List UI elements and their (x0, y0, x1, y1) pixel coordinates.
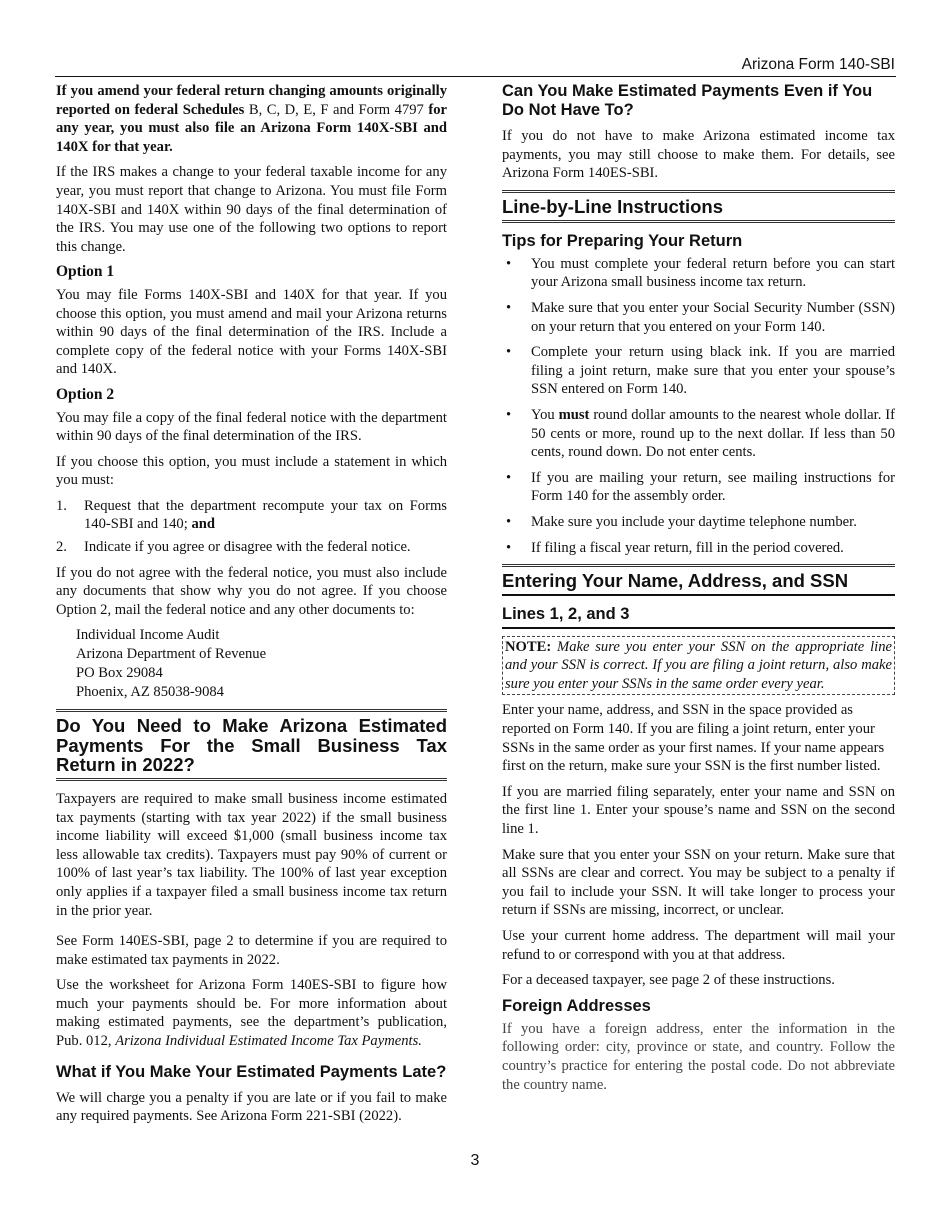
tip-text: Make sure you include your daytime telephone number. (531, 513, 857, 530)
tip-text: If you are mailing your return, see mailing instructions for Form 140 for the assembly order. (531, 469, 895, 505)
optional-payments-text: If you do not have to make Arizona estimated income tax payments, you may still choose to make them. For details, see Arizona Form 140ES-SBI. (502, 128, 895, 182)
amend-bold-1: If you amend your federal return changing amounts originally reported on federal Schedules (56, 83, 447, 118)
note-label: NOTE: (505, 638, 552, 655)
estimated-payments-heading: Do You Need to Make Arizona Estimated Payments For the Small Business Tax Return in 2022? (56, 709, 447, 781)
name-paragraph-5: For a deceased taxpayer, see page 2 of these instructions. (502, 972, 835, 989)
list-item (56, 538, 447, 557)
tip-text: Complete your return using black ink. If you are married filing a joint return, make sure that you enter your spouse’s SSN entered on Form 140. (531, 344, 895, 398)
estimated-paragraph-2: See Form 140ES-SBI, page 2 to determine if you are required to make estimated tax payments in 2022. (56, 933, 447, 968)
irs-change-paragraph: If the IRS makes a change to your federal taxable income for any year, you must report that change to Arizona. You must file Form 140X-SBI and 140X within 90 days of the final determination of the IRS. You may use one of the following two options to report this change. (56, 164, 447, 255)
list-item (502, 469, 895, 506)
disagree-paragraph: If you do not agree with the federal notice, you must also include any documents that show why you do not agree. If you choose Option 2, mail the federal notice and any other documents to: (56, 564, 447, 618)
address-line: PO Box 29084 (76, 665, 163, 682)
name-paragraph-1: Enter your name, address, and SSN in the space provided as reported on Form 140. If you are filing a joint return, enter your SSNs in the same order as your first names. If your name appears first on the return, make sure your SSN is the first number listed. (502, 702, 885, 775)
list-item (502, 299, 895, 336)
publication-title: Arizona Individual Estimated Income Tax Payments. (115, 1033, 422, 1050)
name-paragraph-3: Make sure that you enter your SSN on your return. Make sure that all SSNs are clear and correct. You may be subject to a penalty if you fail to include your SSN. It will take longer to process your return if SSNs are missing, incorrect, or unclear. (502, 846, 895, 919)
optional-payments-heading: Can You Make Estimated Payments Even if You Do Not Have To? (502, 82, 873, 119)
mailing-address (76, 626, 447, 702)
name-address-ssn-heading: Entering Your Name, Address, and SSN (502, 564, 895, 596)
list-item (502, 539, 895, 558)
amend-normal: B, C, D, E, F and Form 4797 (244, 101, 429, 118)
amend-bold-2: for any year, you must also file an Arizona Form 140X-SBI and 140X for that year. (56, 101, 447, 155)
header-rule (55, 76, 896, 77)
tips-list (502, 255, 895, 557)
estimated-paragraph-3 (56, 976, 447, 1050)
list-item (502, 513, 895, 532)
left-column (56, 82, 447, 1133)
step-number: 1. (56, 497, 67, 514)
step-bold: and (191, 516, 215, 533)
late-payments-heading: What if You Make Your Estimated Payments Late? (56, 1062, 447, 1081)
address-line: Individual Income Audit (76, 627, 220, 644)
tips-heading: Tips for Preparing Your Return (502, 231, 743, 250)
tip-text: If filing a fiscal year return, fill in the period covered. (531, 539, 844, 556)
option1-heading: Option 1 (56, 263, 115, 281)
tip-text: round dollar amounts to the nearest whole dollar. If 50 cents or more, round up to the next dollar. If less than 50 cents, round down. Do not enter cents. (531, 406, 895, 461)
tip-bold: must (558, 406, 590, 423)
list-item (56, 497, 447, 534)
estimated-paragraph-1: Taxpayers are required to make small business income estimated tax payments (starting with tax year 2022) if the small business income liability will exceed $1,000 (small business income tax less allowable tax credits). Taxpayers must pay 90% of current or 100% of last year’s tax liability. The 100% of last year exception only applies if a taxpayer filed a small business income tax return in the prior year. (56, 790, 447, 919)
foreign-addresses-text: If you have a foreign address, enter the information in the following order: city, province or state, and country. Follow the country’s practice for entering the postal code. Do not abbreviate the country name. (502, 1020, 895, 1093)
option2-text: You may file a copy of the final federal notice with the department within 90 days of the final determination of the IRS. (56, 409, 447, 445)
step-number: 2. (56, 539, 67, 556)
right-column (502, 82, 895, 1101)
form-title: Arizona Form 140-SBI (741, 56, 895, 73)
option2-statement: If you choose this option, you must include a statement in which you must: (56, 453, 447, 489)
tip-text: You (531, 406, 559, 423)
steps-list (56, 497, 447, 557)
amend-paragraph (56, 82, 447, 156)
name-paragraph-4: Use your current home address. The department will mail your refund to or correspond with you at that address. (502, 928, 895, 963)
address-line: Arizona Department of Revenue (76, 646, 267, 663)
line-by-line-heading: Line-by-Line Instructions (502, 190, 895, 223)
note-box (502, 636, 895, 696)
list-item (502, 343, 895, 399)
option2-heading: Option 2 (56, 385, 115, 403)
name-paragraph-2: If you are married filing separately, enter your name and SSN on the first line 1. Enter your spouse’s name and SSN on the second line 1. (502, 783, 895, 838)
step-text: Indicate if you agree or disagree with the federal notice. (84, 539, 411, 556)
tip-text: Make sure that you enter your Social Security Number (SSN) on your return that you entered on your Form 140. (531, 299, 895, 335)
lines-heading: Lines 1, 2, and 3 (502, 605, 895, 629)
estimated-p3-text: Use the worksheet for Arizona Form 140ES-SBI to figure how much your payments should be. For more information about making estimated payments, see the department’s publication, Pub. 012, (56, 977, 447, 1050)
foreign-addresses-heading: Foreign Addresses (502, 996, 651, 1015)
note-text: Make sure you enter your SSN on the appropriate line and your SSN is correct. If you are filing a joint return, also make sure you enter your SSNs in the same order every year. (505, 638, 892, 692)
page-number: 3 (470, 1152, 480, 1169)
late-payments-text: We will charge you a penalty if you are late or if you fail to make any required payments. See Arizona Form 221-SBI (2022). (56, 1089, 447, 1125)
list-item (502, 406, 895, 462)
address-line: Phoenix, AZ 85038-9084 (76, 684, 224, 701)
tip-text: You must complete your federal return before you can start your Arizona small business income tax return. (531, 255, 895, 291)
list-item (502, 255, 895, 292)
step-text: Request that the department recompute your tax on Forms 140-SBI and 140; (84, 497, 447, 533)
option1-text: You may file Forms 140X-SBI and 140X for that year. If you choose this option, you must amend and mail your Arizona returns within 90 days of the final determination of the IRS. Include a complete copy of the federal notice with your Forms 140X-SBI and 140X. (56, 286, 447, 378)
